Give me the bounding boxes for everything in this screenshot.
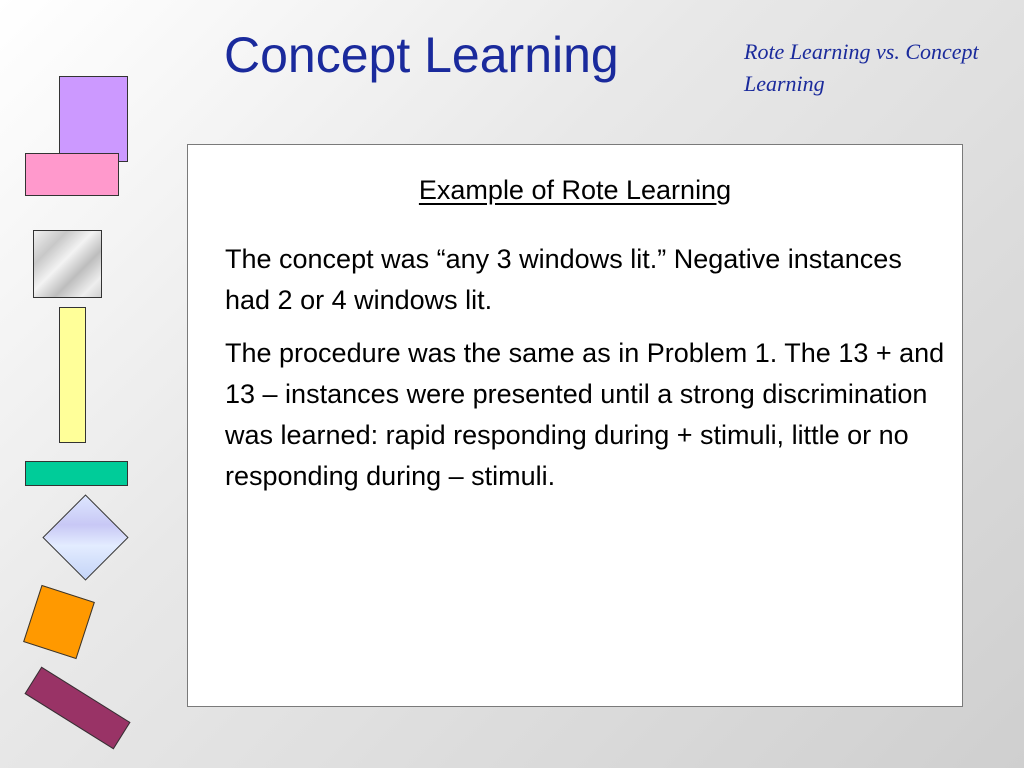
maroon-bar-decoration	[24, 667, 130, 750]
marble-square-decoration	[33, 230, 102, 298]
content-heading: Example of Rote Learning	[418, 175, 732, 205]
slide-title: Concept Learning	[224, 27, 619, 83]
blue-diamond-decoration	[42, 494, 128, 580]
content-body	[225, 239, 949, 509]
content-box	[187, 144, 963, 707]
purple-rectangle-decoration	[59, 76, 128, 162]
yellow-bar-decoration	[59, 307, 86, 443]
teal-bar-decoration	[25, 461, 128, 486]
slide-subtitle: Rote Learning vs. Concept Learning	[744, 39, 979, 96]
pink-rectangle-decoration	[25, 153, 119, 196]
content-paragraph: The procedure was the same as in Problem 1. The 13 + and 13 – instances were presented until a strong discrimination was learned: rapid responding during + stimuli, little or no responding during – stimuli.	[225, 338, 945, 491]
orange-square-decoration	[23, 585, 95, 659]
content-paragraph: The concept was “any 3 windows lit.” Negative instances had 2 or 4 windows lit.	[225, 244, 902, 315]
